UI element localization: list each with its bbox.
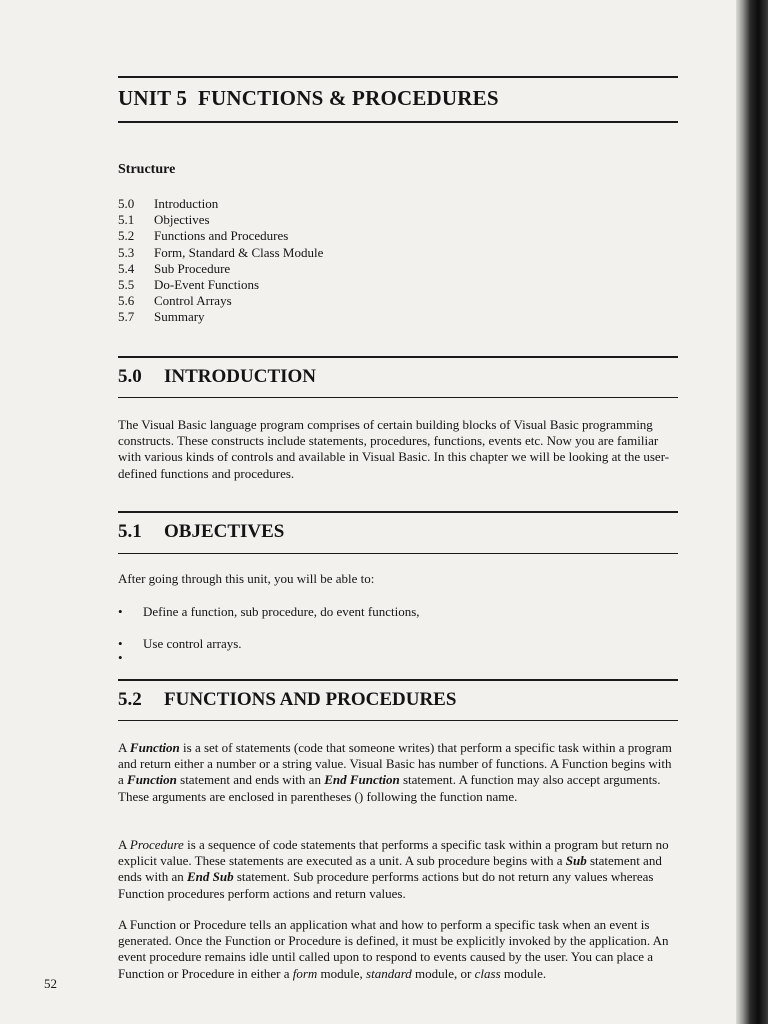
section-rule-bottom: [118, 553, 678, 554]
toc-item: 5.0 Introduction: [118, 196, 219, 211]
toc-item: 5.6 Control Arrays: [118, 293, 232, 309]
toc-item: 5.5 Do-Event Functions: [118, 276, 260, 292]
section-rule-top: [118, 679, 678, 681]
toc-item: 5.2 Functions and Procedures: [118, 228, 289, 244]
unit-title: UNIT 5 FUNCTIONS & PROCEDURES: [118, 86, 499, 110]
functions-paragraph-3: A Function or Procedure tells an application what and how to perform a specific task when an event is generated. Once the Function or Procedure is defined, it must be explicitly invoked by the application. An event procedure remains idle until called upon to respond to events caused by the user. You can place a Function or Procedure in either a form module, standard module, or class module.: [118, 917, 669, 981]
toc-item: 5.4 Sub Procedure: [118, 260, 231, 276]
section-rule-top: [118, 356, 678, 358]
list-item: • Use control arrays.: [118, 636, 242, 651]
section-heading-introduction: 5.0 INTRODUCTION: [118, 366, 317, 387]
book-binding-edge: [736, 0, 768, 1024]
unit-title-rule: [118, 121, 678, 123]
section-rule-bottom: [118, 720, 678, 721]
section-heading-objectives: 5.1 OBJECTIVES: [118, 521, 285, 542]
stray-bullet-mark: •: [118, 650, 123, 665]
toc-item: 5.1 Objectives: [118, 212, 210, 228]
section-rule-top: [118, 511, 678, 513]
functions-paragraph-1: A Function is a set of statements (code that someone writes) that perform a specific task within a program and return either a number or a string value. Visual Basic has number of functions. A Function begins with a Function statement and ends with an End Function statement. A function may also accept arguments. These arguments are enclosed in parentheses () following the function name.: [118, 740, 672, 804]
structure-list: [118, 196, 323, 326]
section-heading-functions: 5.2 FUNCTIONS AND PROCEDURES: [118, 689, 457, 710]
functions-paragraph-2: A Procedure is a sequence of code statements that performs a specific task within a program but return no explicit value. These statements are executed as a unit. A sub procedure begins with a Sub statement and ends with an End Sub statement. Sub procedure performs actions but do not return any values whereas Function procedures perform actions and return values.: [118, 837, 669, 901]
list-item: • Define a function, sub procedure, do event functions,: [118, 604, 420, 619]
objectives-lead: After going through this unit, you will be able to:: [118, 571, 375, 586]
toc-item: 5.7 Summary: [118, 309, 205, 325]
top-rule: [118, 76, 678, 78]
toc-item: 5.3 Form, Standard & Class Module: [118, 244, 324, 260]
section-rule-bottom: [118, 397, 678, 398]
intro-paragraph: The Visual Basic language program comprises of certain building blocks of Visual Basic programming constructs. These constructs include statements, procedures, functions, events etc. Now you are familiar with various kinds of controls and available in Visual Basic. In this chapter we will be looking at the user-defined functions and procedures.: [118, 417, 670, 481]
page-number: 52: [44, 976, 57, 991]
structure-label: Structure: [118, 162, 176, 177]
